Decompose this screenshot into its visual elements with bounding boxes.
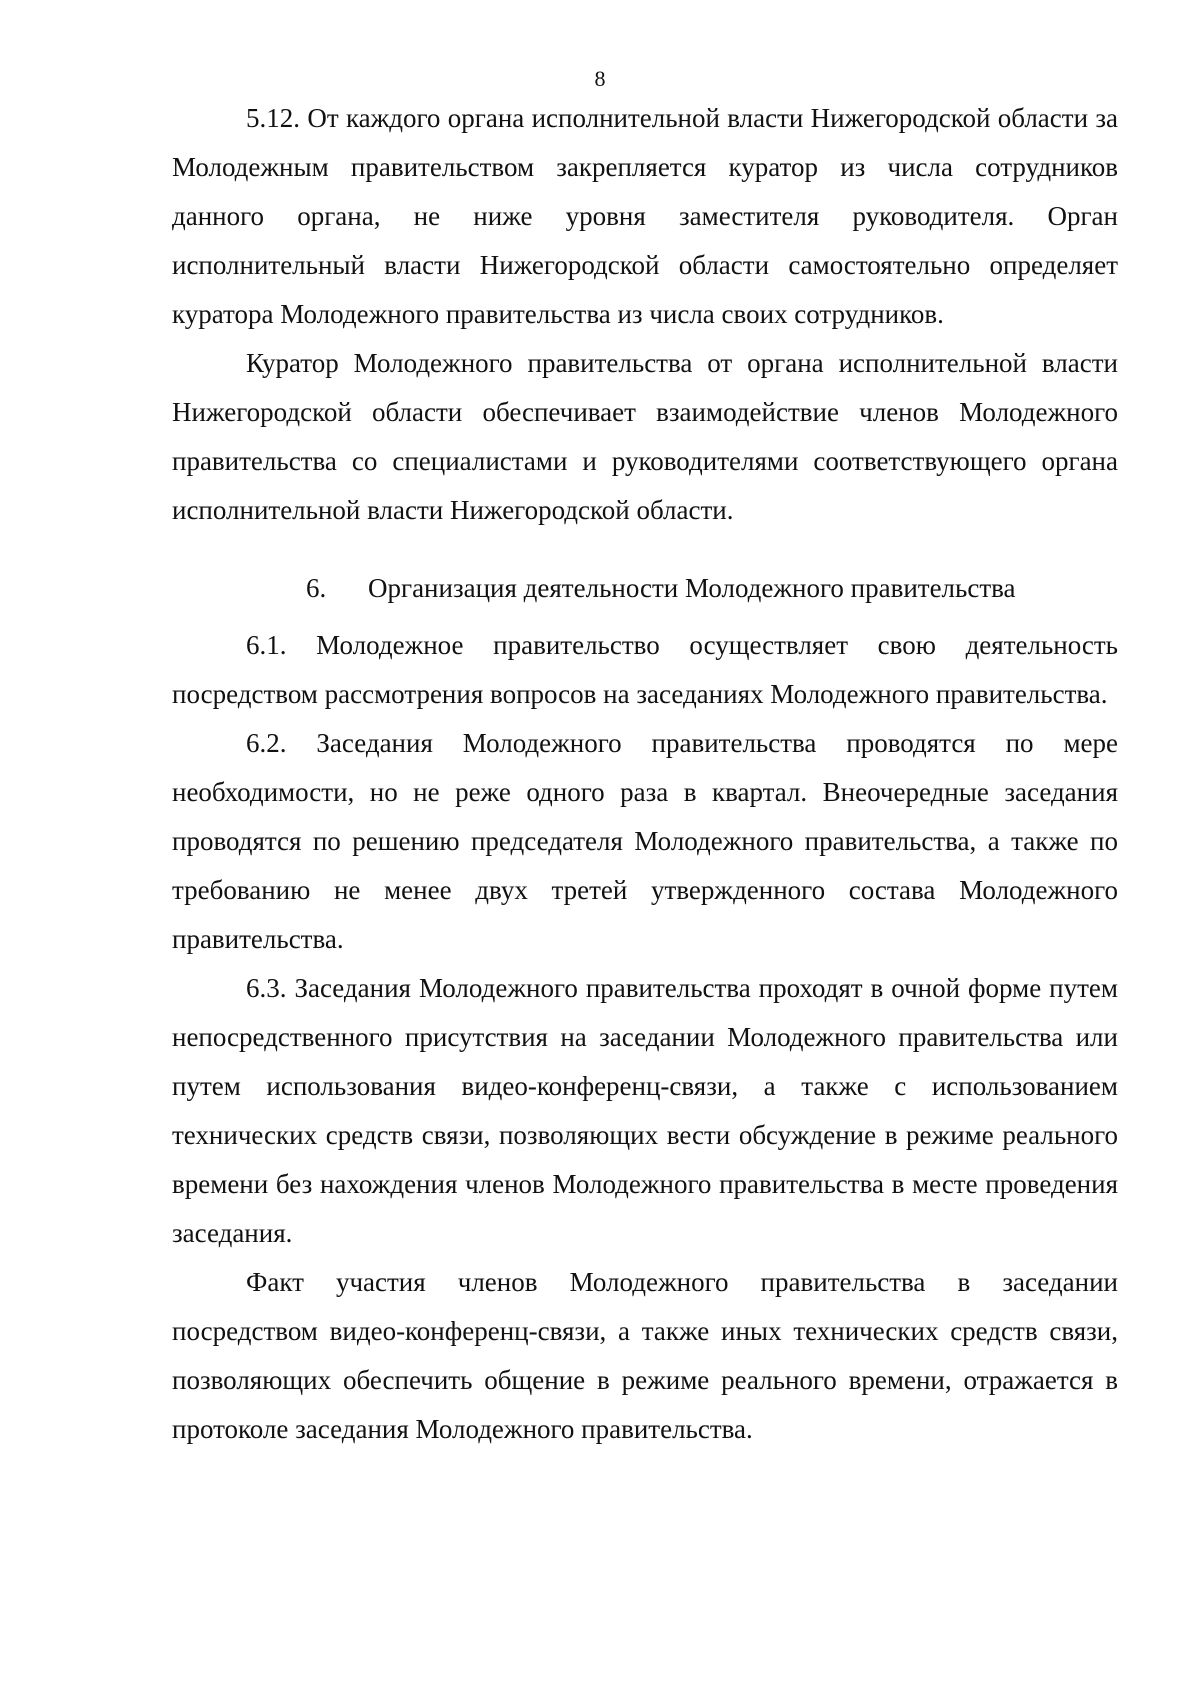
section-number: 6. [306,573,327,603]
section-heading [172,564,1118,613]
paragraph-6-2: 6.2. Заседания Молодежного правительства проводятся по мере необходимости, но не реже одного раза в квартал. Внеочередные заседания проводятся по решению председателя Молодежного правительства, а также по требованию не менее двух третей утвержденного состава Молодежного правительства. [172,728,1118,954]
page-number: 8 [594,66,606,91]
paragraph-5-12: 5.12. От каждого органа исполнительной власти Нижегородской области за Молодежным правительством закрепляется куратор из числа сотрудников данного органа, не ниже уровня заместителя руководителя. Орган исполнительный власти Нижегородской области самостоятельно определяет куратора Молодежного правительства из числа своих сотрудников. [172,103,1118,329]
document-body [172,94,1118,1454]
paragraph-curator: Куратор Молодежного правительства от органа исполнительной власти Нижегородской области обеспечивает взаимодействие членов Молодежного правительства со специалистами и руководителями соответствующего органа исполнительной власти Нижегородской области. [172,348,1118,525]
paragraph-6-1: 6.1. Молодежное правительство осуществляет свою деятельность посредством рассмотрения вопросов на заседаниях Молодежного правительства. [172,630,1118,709]
section-title: Организация деятельности Молодежного правительства [368,573,1016,603]
paragraph-participation: Факт участия членов Молодежного правительства в заседании посредством видео-конференц-связи, а также иных технических средств связи, позволяющих обеспечить общение в режиме реального времени, отражается в протоколе заседания Молодежного правительства. [172,1267,1118,1444]
paragraph-6-3: 6.3. Заседания Молодежного правительства проходят в очной форме путем непосредственного присутствия на заседании Молодежного правительства или путем использования видео-конференц-связи, а также с использованием технических средств связи, позволяющих вести обсуждение в режиме реального времени без нахождения членов Молодежного правительства в месте проведения заседания. [172,973,1118,1248]
